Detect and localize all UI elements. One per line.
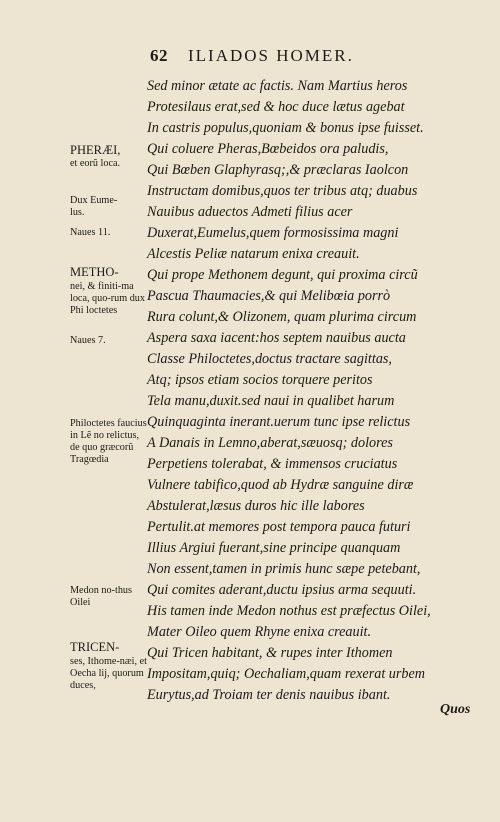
verse-line: Qui Tricen habitant, & rupes inter Ithomen bbox=[147, 645, 393, 661]
verse-line: Tela manu,duxit.sed naui in qualibet harum bbox=[147, 393, 395, 409]
marginal-note-pheraei-sub: et eorũ loca. bbox=[70, 158, 121, 169]
verse-line: Qui prope Methonem degunt, qui proxima circũ bbox=[147, 267, 418, 283]
marginal-note-dux-eumelus: Dux Eume-lus. bbox=[70, 195, 118, 218]
verse-line: Vulnere tabifico,quod ab Hydræ sanguine diræ bbox=[147, 477, 414, 493]
page-header bbox=[150, 46, 470, 68]
marginal-note-tricenses: TRICEN- bbox=[70, 640, 120, 654]
verse-line: Pascua Thaumacies,& qui Melibœia porrò bbox=[147, 288, 391, 304]
marginal-note-philoctetes: Philoctetes faucius in Lẽ no relictus, de quo græcorũ Tragœdia bbox=[70, 418, 147, 465]
verse-line: Abstulerat,læsus duros hic ille labores bbox=[147, 498, 365, 514]
verse-line: Illius Argiui fuerant,sine principe quanquam bbox=[147, 540, 401, 556]
marginal-note-naues-11: Naues 11. bbox=[70, 227, 111, 238]
verse-line: Mater Oileo quem Rhyne enixa creauit. bbox=[147, 624, 372, 640]
verse-line: Duxerat,Eumelus,quem formosissima magni bbox=[147, 225, 399, 241]
verse-line: Aspera saxa iacent:hos septem nauibus aucta bbox=[147, 330, 406, 346]
verse-line: Classe Philoctetes,doctus tractare sagittas, bbox=[147, 351, 392, 367]
verse-line: Rura colunt,& Olizonem, quam plurima circum bbox=[147, 309, 417, 325]
marginal-note-tricenses-rest: ses, Ithome-næi, et Oecha lij, quorum duces, bbox=[70, 656, 147, 691]
marginal-note-naues-7: Naues 7. bbox=[70, 335, 106, 346]
marginal-note-medon: Medon no-thus Oilei bbox=[70, 585, 132, 608]
verse-line: A Danais in Lemno,aberat,sæuosq; dolores bbox=[147, 435, 393, 451]
verse-line: Protesilaus erat,sed & hoc duce lætus agebat bbox=[147, 99, 405, 115]
verse-line: Qui coluere Pheras,Bœbeidos ora paludis, bbox=[147, 141, 389, 157]
verse-line: Instructam domibus,quos ter tribus atq; duabus bbox=[147, 183, 418, 199]
verse-line: Alcestis Peliæ natarum enixa creauit. bbox=[147, 246, 360, 262]
verse-line: In castris populus,quoniam & bonus ipse fuisset. bbox=[147, 120, 424, 136]
verse-line: Perpetiens tolerabat, & immensos cruciatus bbox=[147, 456, 398, 472]
verse-line: Pertulit.at memores post tempora pauca futuri bbox=[147, 519, 411, 535]
verse-line: Non essent,tamen in primis hunc sæpe petebant, bbox=[147, 561, 421, 577]
catchword: Quos bbox=[440, 702, 471, 717]
verse-line: Qui Bœben Glaphyrasq;,& præclaras Iaolcon bbox=[147, 162, 409, 178]
marginal-note-methonei-rest: nei, & finiti-ma loca, quo-rum dux Phi loctetes bbox=[70, 281, 145, 316]
verse-line: Quinquaginta inerant.uerum tunc ipse relictus bbox=[147, 414, 411, 430]
verse-line: His tamen inde Medon nothus est præfectus Oilei, bbox=[147, 603, 431, 619]
page-number: 62 bbox=[150, 46, 168, 65]
verse-line: Atq; ipsos etiam socios torquere peritos bbox=[147, 372, 373, 388]
marginal-note-methonei: METHO- bbox=[70, 265, 119, 279]
verse-line: Eurytus,ad Troiam ter denis nauibus ibant. bbox=[147, 687, 391, 703]
verse-line: Qui comites aderant,ductu ipsius arma sequuti. bbox=[147, 582, 417, 598]
marginal-note-pheraei: PHERÆI, bbox=[70, 143, 121, 157]
verse-line: Sed minor ætate ac factis. Nam Martius heros bbox=[147, 78, 408, 94]
running-head: ILIADOS HOMER. bbox=[188, 46, 354, 65]
verse-line: Impositam,quiq; Oechaliam,quam rexerat urbem bbox=[147, 666, 426, 682]
verse-line: Nauibus aduectos Admeti filius acer bbox=[147, 204, 353, 220]
